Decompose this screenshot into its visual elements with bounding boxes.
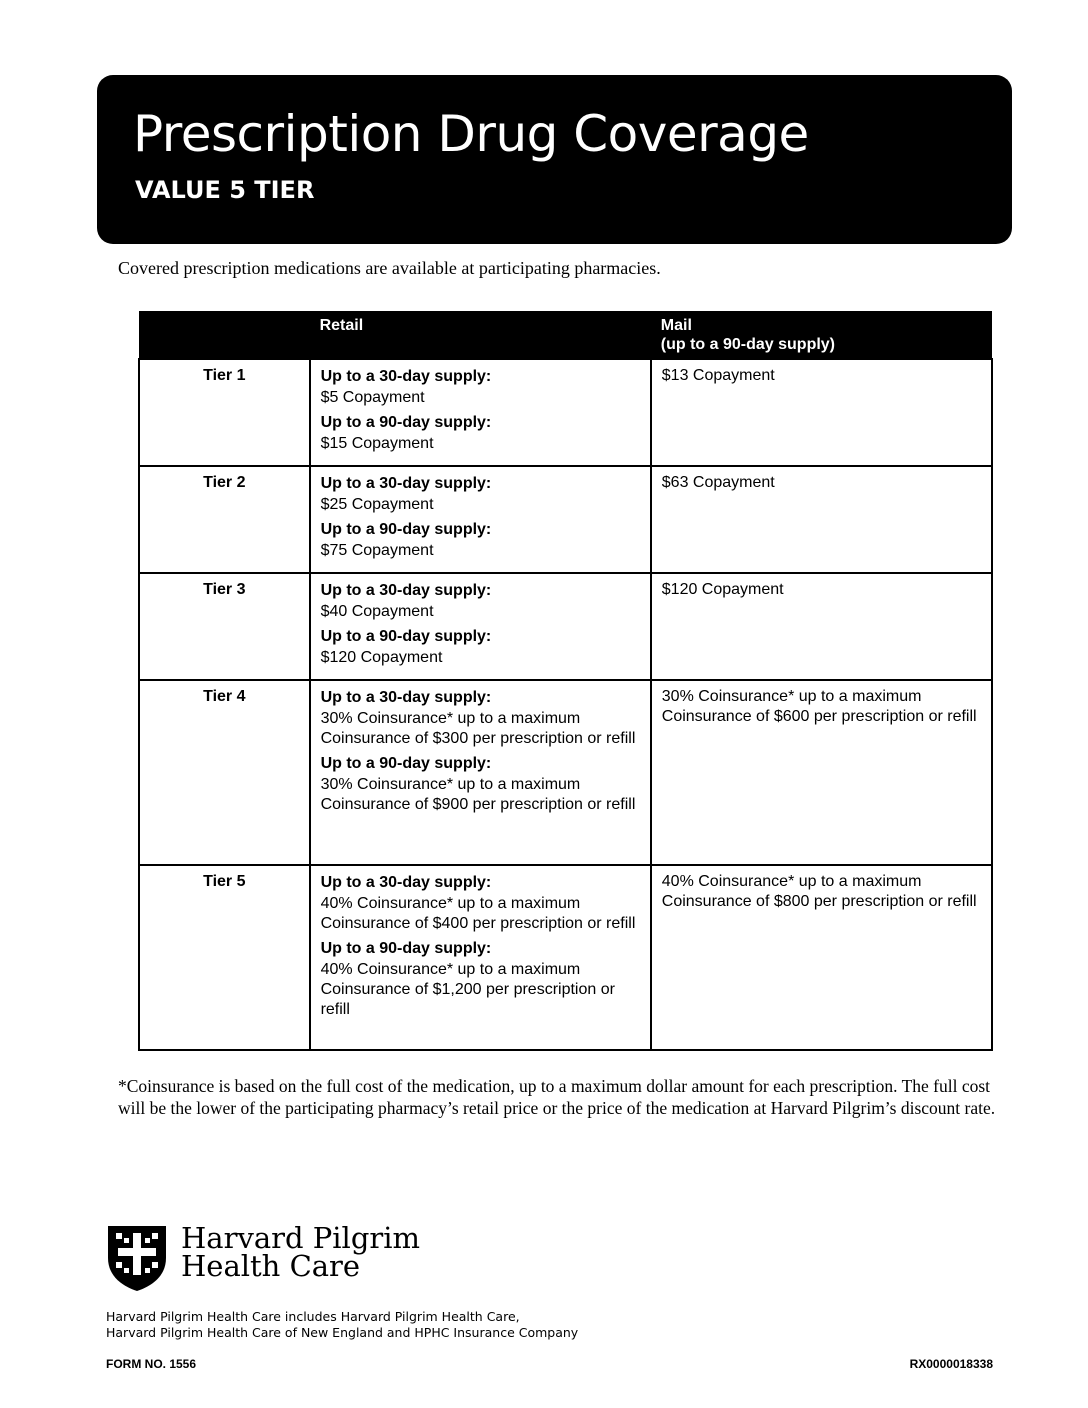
tier-cell: Tier 1 <box>139 359 310 466</box>
retail-cell <box>310 865 651 1050</box>
tier-cell: Tier 5 <box>139 865 310 1050</box>
mail-value: 40% Coinsurance* up to a maximum Coinsurance of $800 per prescription or refill <box>661 873 977 910</box>
table-row <box>139 359 992 466</box>
retail-30-value: $40 Copayment <box>320 603 434 620</box>
retail-30-value: $25 Copayment <box>320 496 434 513</box>
retail-30-value: $5 Copayment <box>320 389 425 406</box>
mail-cell <box>651 359 992 466</box>
retail-90-value: $120 Copayment <box>320 649 443 666</box>
plan-subtitle: VALUE 5 TIER <box>135 176 315 204</box>
retail-column-header <box>310 311 651 359</box>
shield-cross-icon <box>106 1224 168 1292</box>
retail-cell <box>310 680 651 865</box>
harvard-pilgrim-logo <box>106 1224 168 1297</box>
logo-line-2: Health Care <box>181 1249 361 1283</box>
retail-90-label: Up to a 90-day supply: <box>320 755 492 772</box>
table-header-row <box>139 311 992 359</box>
form-number: FORM NO. 1556 <box>106 1357 197 1371</box>
table-row <box>139 573 992 680</box>
retail-90-label: Up to a 90-day supply: <box>320 521 492 538</box>
retail-30-value: 30% Coinsurance* up to a maximum Coinsurance of $300 per prescription or refill <box>320 710 636 747</box>
retail-30-label: Up to a 30-day supply: <box>320 582 492 599</box>
logo-wordmark <box>181 1221 421 1283</box>
mail-value: $120 Copayment <box>661 581 784 598</box>
tier-cell: Tier 3 <box>139 573 310 680</box>
logo-line-1: Harvard Pilgrim <box>181 1221 421 1255</box>
mail-cell <box>651 865 992 1050</box>
retail-90-label: Up to a 90-day supply: <box>320 414 492 431</box>
retail-90-value: $75 Copayment <box>320 542 434 559</box>
company-disclaimer <box>106 1309 578 1341</box>
retail-90-value: 40% Coinsurance* up to a maximum Coinsurance of $1,200 per prescription or refill <box>320 961 615 1018</box>
retail-90-label: Up to a 90-day supply: <box>320 628 492 645</box>
retail-30-label: Up to a 30-day supply: <box>320 874 492 891</box>
mail-cell <box>651 466 992 573</box>
retail-30-label: Up to a 30-day supply: <box>320 368 492 385</box>
table-row <box>139 680 992 865</box>
company-line-1: Harvard Pilgrim Health Care includes Harvard Pilgrim Health Care, <box>106 1309 520 1324</box>
retail-90-label: Up to a 90-day supply: <box>320 940 492 957</box>
retail-header-label: Retail <box>319 317 364 334</box>
retail-90-value: $15 Copayment <box>320 435 434 452</box>
retail-90-value: 30% Coinsurance* up to a maximum Coinsurance of $900 per prescription or refill <box>320 776 636 813</box>
intro-text: Covered prescription medications are available at participating pharmacies. <box>118 258 661 278</box>
mail-value: 30% Coinsurance* up to a maximum Coinsurance of $600 per prescription or refill <box>661 688 977 725</box>
retail-cell <box>310 466 651 573</box>
tier-cell: Tier 2 <box>139 466 310 573</box>
retail-30-label: Up to a 30-day supply: <box>320 689 492 706</box>
title-banner <box>97 75 1012 244</box>
mail-header-label: Mail <box>660 317 692 334</box>
tier-cell: Tier 4 <box>139 680 310 865</box>
tier-column-header <box>139 311 310 359</box>
mail-header-note: (up to a 90-day supply) <box>660 336 836 353</box>
coverage-table <box>138 311 993 1051</box>
mail-value: $13 Copayment <box>661 367 775 384</box>
retail-30-label: Up to a 30-day supply: <box>320 475 492 492</box>
mail-value: $63 Copayment <box>661 474 775 491</box>
document-code: RX0000018338 <box>909 1357 993 1371</box>
table-row <box>139 466 992 573</box>
retail-30-value: 40% Coinsurance* up to a maximum Coinsurance of $400 per prescription or refill <box>320 895 636 932</box>
retail-cell <box>310 359 651 466</box>
page-title: Prescription Drug Coverage <box>133 105 809 163</box>
coinsurance-footnote: *Coinsurance is based on the full cost of the medication, up to a maximum dollar amount for each prescription. The full cost will be the lower of the participating pharmacy’s retail price or the price of the medication at Harvard Pilgrim’s discount rate. <box>118 1076 996 1118</box>
mail-cell <box>651 573 992 680</box>
table-row <box>139 865 992 1050</box>
retail-cell <box>310 573 651 680</box>
company-line-2: Harvard Pilgrim Health Care of New England and HPHC Insurance Company <box>106 1325 579 1340</box>
mail-column-header <box>651 311 992 359</box>
mail-cell <box>651 680 992 865</box>
